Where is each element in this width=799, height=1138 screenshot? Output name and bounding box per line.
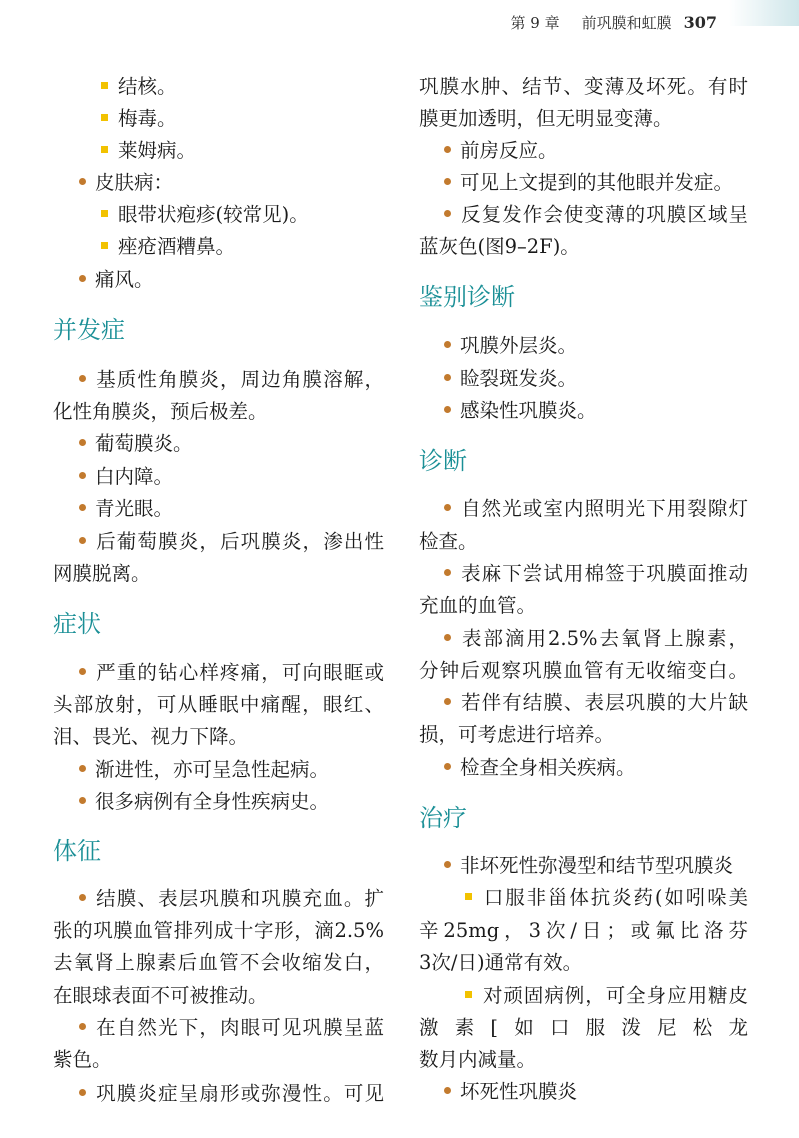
paragraph-line: 头部放射，可从睡眠中痛醒，眼红、 <box>53 693 384 716</box>
round-bullet-icon <box>79 275 86 282</box>
list-item <box>79 267 154 293</box>
heading-complications: 并发症 <box>53 316 125 344</box>
round-bullet-icon <box>444 178 451 185</box>
paragraph-line: 在眼球表面不可被推动。 <box>53 984 268 1007</box>
paragraph-line: 分钟后观察巩膜血管有无收缩变白。 <box>419 659 748 682</box>
paragraph-line: 表部滴用2.5%去氧肾上腺素， <box>444 626 748 652</box>
round-bullet-icon <box>79 537 86 544</box>
paragraph-line: 充血的血管。 <box>419 594 537 617</box>
paragraph-line: 严重的钻心样疼痛，可向眼眶或 <box>79 660 384 686</box>
paragraph-line: 泪、畏光、视力下降。 <box>53 725 249 748</box>
paragraph-line: 基质性角膜炎，周边角膜溶解， <box>79 367 384 393</box>
list-item <box>101 106 177 132</box>
round-bullet-icon <box>444 569 451 576</box>
paragraph-line: 后葡萄膜炎，后巩膜炎，渗出性 <box>79 529 384 555</box>
list-item-text: 痛风。 <box>95 268 154 291</box>
paragraph-line: 在自然光下，肉眼可见巩膜呈蓝 <box>79 1015 384 1041</box>
page-number: 307 <box>683 13 717 32</box>
round-bullet-icon <box>444 763 451 770</box>
list-item: 很多病例有全身性疾病史。 <box>79 789 329 815</box>
list-item: 感染性巩膜炎。 <box>444 398 597 424</box>
square-bullet-icon <box>465 893 472 900</box>
paragraph-line: 自然光或室内照明光下用裂隙灯 <box>444 496 748 522</box>
list-item <box>101 234 235 260</box>
paragraph-line: 辛25mg，3次/日；或氟比洛芬 <box>419 919 748 942</box>
list-item <box>79 170 173 196</box>
list-item <box>101 202 309 228</box>
list-item-text: 眼带状疱疹(较常见)。 <box>118 203 309 226</box>
round-bullet-icon <box>444 504 451 511</box>
paragraph-line: 巩膜水肿、结节、变薄及坏死。有时 <box>419 75 748 98</box>
list-item-text: 莱姆病。 <box>118 139 197 162</box>
heading-symptoms: 症状 <box>53 610 101 638</box>
list-item <box>101 138 196 164</box>
heading-differential-diagnosis: 鉴别诊断 <box>419 283 515 311</box>
paragraph-line: 数月内减量。 <box>419 1048 537 1071</box>
chapter-label: 第 9 章 <box>510 14 560 32</box>
round-bullet-icon <box>444 698 451 705</box>
list-item <box>101 74 177 100</box>
paragraph-line: 张的巩膜血管排列成十字形，滴2.5% <box>53 919 384 942</box>
round-bullet-icon <box>444 341 451 348</box>
round-bullet-icon <box>79 797 86 804</box>
paragraph-line: 若伴有结膜、表层巩膜的大片缺 <box>444 690 748 716</box>
list-item: 检查全身相关疾病。 <box>444 755 636 781</box>
list-item-text: 梅毒。 <box>118 107 177 130</box>
section-title: 前巩膜和虹膜 <box>581 14 672 32</box>
list-item: 渐进性，亦可呈急性起病。 <box>79 757 329 783</box>
list-item: 巩膜外层炎。 <box>444 333 577 359</box>
round-bullet-icon <box>79 894 86 901</box>
round-bullet-icon <box>79 1023 86 1030</box>
square-bullet-icon <box>101 146 108 153</box>
round-bullet-icon <box>444 146 451 153</box>
paragraph-line: 去氧肾上腺素后血管不会收缩发白， <box>53 951 384 974</box>
list-item: 白内障。 <box>79 464 173 490</box>
list-item-text: 痤疮酒糟鼻。 <box>118 235 236 258</box>
paragraph-line: 3次/日)通常有效。 <box>419 951 583 974</box>
list-item: 坏死性巩膜炎 <box>444 1079 577 1105</box>
paragraph-line: 对顽固病例，可全身应用糖皮 <box>465 983 748 1009</box>
square-bullet-icon <box>101 210 108 217</box>
paragraph-line: 激素[如口服泼尼松龙 <box>419 1016 748 1039</box>
square-bullet-icon <box>101 242 108 249</box>
heading-diagnosis: 诊断 <box>419 447 467 475</box>
list-item-text: 结核。 <box>118 75 177 98</box>
paragraph-line: 检查。 <box>419 530 478 553</box>
square-bullet-icon <box>465 991 472 998</box>
square-bullet-icon <box>101 82 108 89</box>
heading-treatment: 治疗 <box>419 804 467 832</box>
round-bullet-icon <box>79 439 86 446</box>
paragraph-line: 紫色。 <box>53 1048 112 1071</box>
round-bullet-icon <box>79 668 86 675</box>
round-bullet-icon <box>79 504 86 511</box>
running-header <box>510 12 717 33</box>
paragraph-line: 结膜、表层巩膜和巩膜充血。扩 <box>79 886 384 912</box>
paragraph-line: 巩膜炎症呈扇形或弥漫性。可见 <box>79 1081 384 1107</box>
list-item-text: 皮肤病： <box>95 171 174 194</box>
square-bullet-icon <box>101 114 108 121</box>
list-item: 睑裂斑发炎。 <box>444 366 577 392</box>
paragraph-line: 化性角膜炎，预后极差。 <box>53 400 268 423</box>
round-bullet-icon <box>79 178 86 185</box>
round-bullet-icon <box>79 1089 86 1096</box>
round-bullet-icon <box>444 210 451 217</box>
round-bullet-icon <box>79 472 86 479</box>
round-bullet-icon <box>444 406 451 413</box>
paragraph-line: 膜更加透明，但无明显变薄。 <box>419 107 673 130</box>
paragraph-line: 口服非甾体抗炎药(如吲哚美 <box>465 885 748 911</box>
round-bullet-icon <box>444 861 451 868</box>
round-bullet-icon <box>444 1087 451 1094</box>
list-item: 前房反应。 <box>444 138 558 164</box>
list-item: 青光眼。 <box>79 496 173 522</box>
paragraph-line: 表麻下尝试用棉签于巩膜面推动 <box>444 561 748 587</box>
heading-signs: 体征 <box>53 837 101 865</box>
list-item: 葡萄膜炎。 <box>79 431 193 457</box>
round-bullet-icon <box>444 374 451 381</box>
round-bullet-icon <box>79 375 86 382</box>
paragraph-line: 损，可考虑进行培养。 <box>419 723 615 746</box>
list-item: 非坏死性弥漫型和结节型巩膜炎 <box>444 853 733 879</box>
round-bullet-icon <box>444 634 451 641</box>
paragraph-line: 蓝灰色(图9–2F)。 <box>419 235 580 258</box>
paragraph-line: 反复发作会使变薄的巩膜区域呈 <box>444 202 748 228</box>
corner-tint <box>729 0 799 26</box>
round-bullet-icon <box>79 765 86 772</box>
list-item: 可见上文提到的其他眼并发症。 <box>444 170 733 196</box>
paragraph-line: 网膜脱离。 <box>53 562 151 585</box>
